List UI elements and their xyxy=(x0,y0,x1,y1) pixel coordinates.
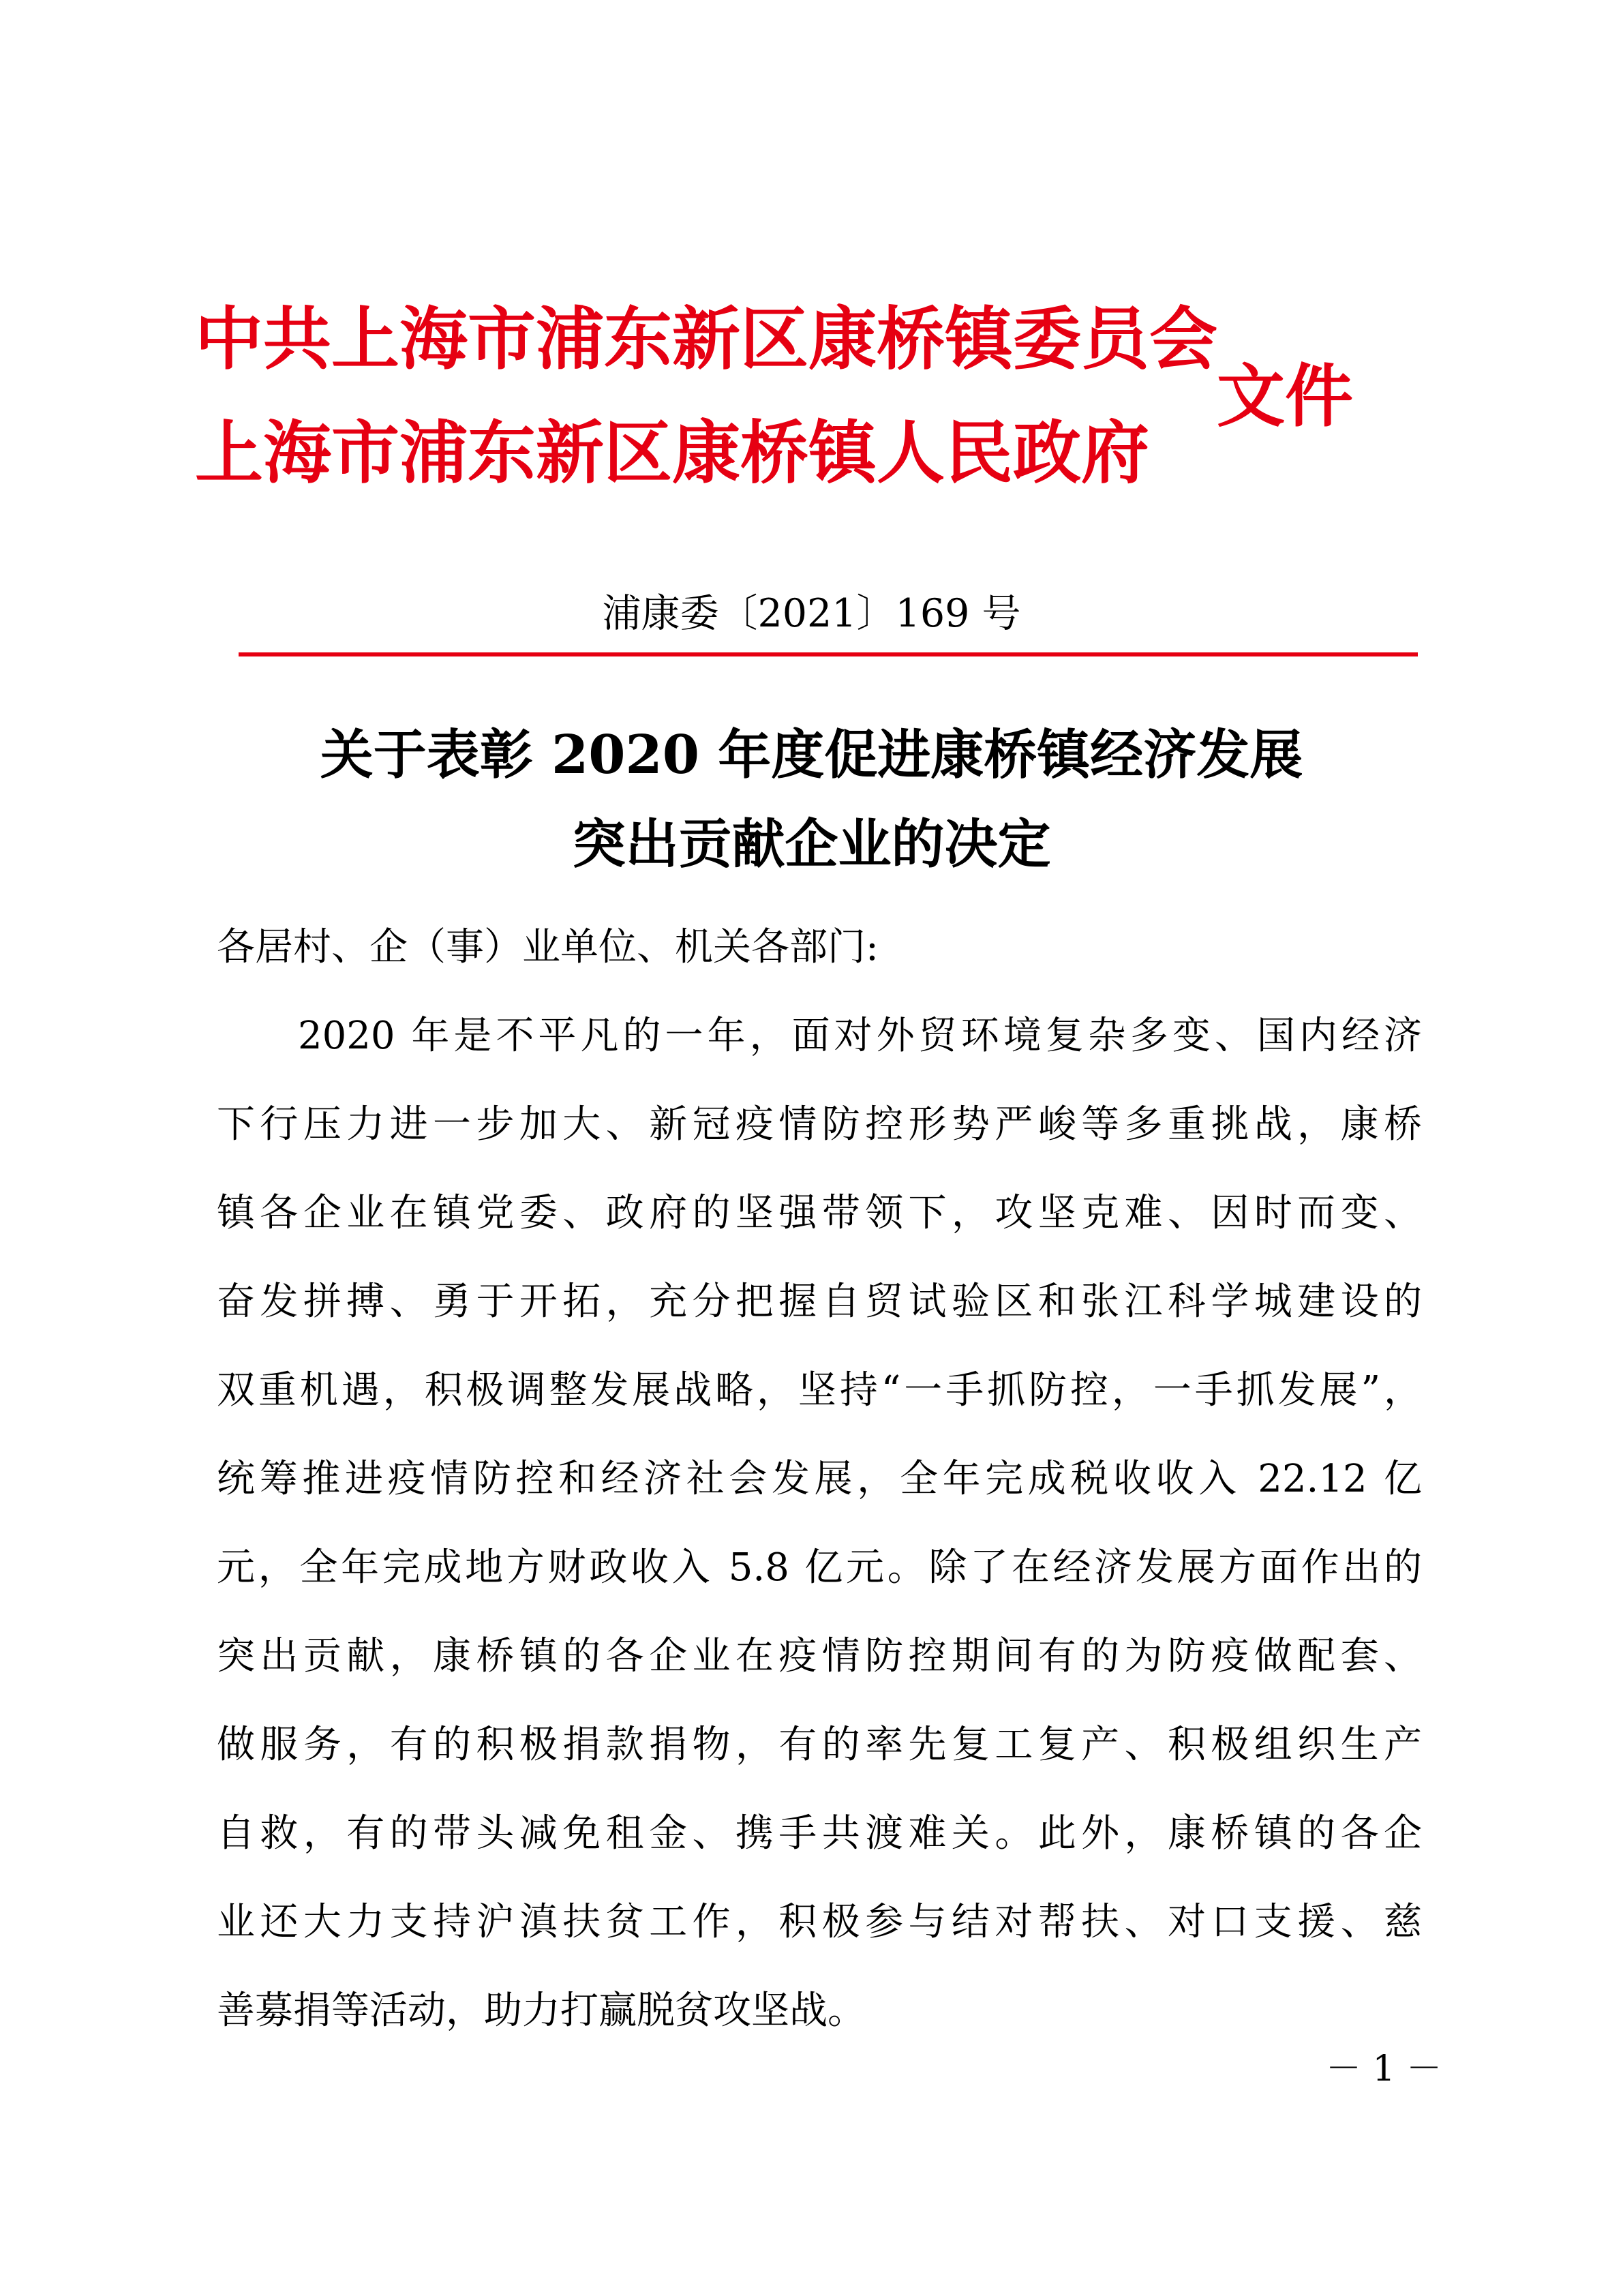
body-line: 双重机遇，积极调整发展战略，坚持“一手抓防控，一手抓发展”， xyxy=(217,1368,1422,1413)
document-number: 浦康委〔2021〕169 号 xyxy=(602,591,1021,636)
document-title-line-1: 关于表彰 2020 年度促进康桥镇经济发展 xyxy=(320,724,1303,786)
body-line: 2020 年是不平凡的一年，面对外贸环境复杂多变、国内经济 xyxy=(298,1014,1422,1058)
body-line: 善募捐等活动，助力打赢脱贫攻坚战。 xyxy=(217,1989,866,2033)
issuer-line-1: 中共上海市浦东新区康桥镇委员会 xyxy=(195,299,1217,379)
body-line: 统筹推进疫情防控和经济社会发展，全年完成税收收入 22.12 亿 xyxy=(217,1457,1422,1501)
salutation: 各居村、企（事）业单位、机关各部门: xyxy=(217,925,879,969)
body-line: 业还大力支持沪滇扶贫工作，积极参与结对帮扶、对口支援、慈 xyxy=(217,1900,1422,1944)
issuer-line-2: 上海市浦东新区康桥镇人民政府 xyxy=(195,413,1149,493)
body-line: 下行压力进一步加大、新冠疫情防控形势严峻等多重挑战，康桥 xyxy=(217,1102,1422,1147)
body-line: 突出贡献，康桥镇的各企业在疫情防控期间有的为防疫做配套、 xyxy=(217,1634,1422,1678)
red-divider xyxy=(239,652,1418,656)
body-line: 元，全年完成地方财政收入 5.8 亿元。除了在经济发展方面作出的 xyxy=(217,1545,1422,1590)
body-line: 奋发拼搏、勇于开拓，充分把握自贸试验区和张江科学城建设的 xyxy=(217,1280,1422,1324)
page-number: － 1 － xyxy=(1326,2049,1442,2089)
body-line: 做服务，有的积极捐款捐物，有的率先复工复产、积极组织生产 xyxy=(217,1723,1422,1767)
body-line: 镇各企业在镇党委、政府的坚强带领下，攻坚克难、因时而变、 xyxy=(217,1191,1422,1235)
issuer-suffix: 文件 xyxy=(1217,357,1353,436)
document-title-line-2: 突出贡献企业的决定 xyxy=(572,813,1051,875)
body-line: 自救，有的带头减免租金、携手共渡难关。此外，康桥镇的各企 xyxy=(217,1811,1422,1856)
